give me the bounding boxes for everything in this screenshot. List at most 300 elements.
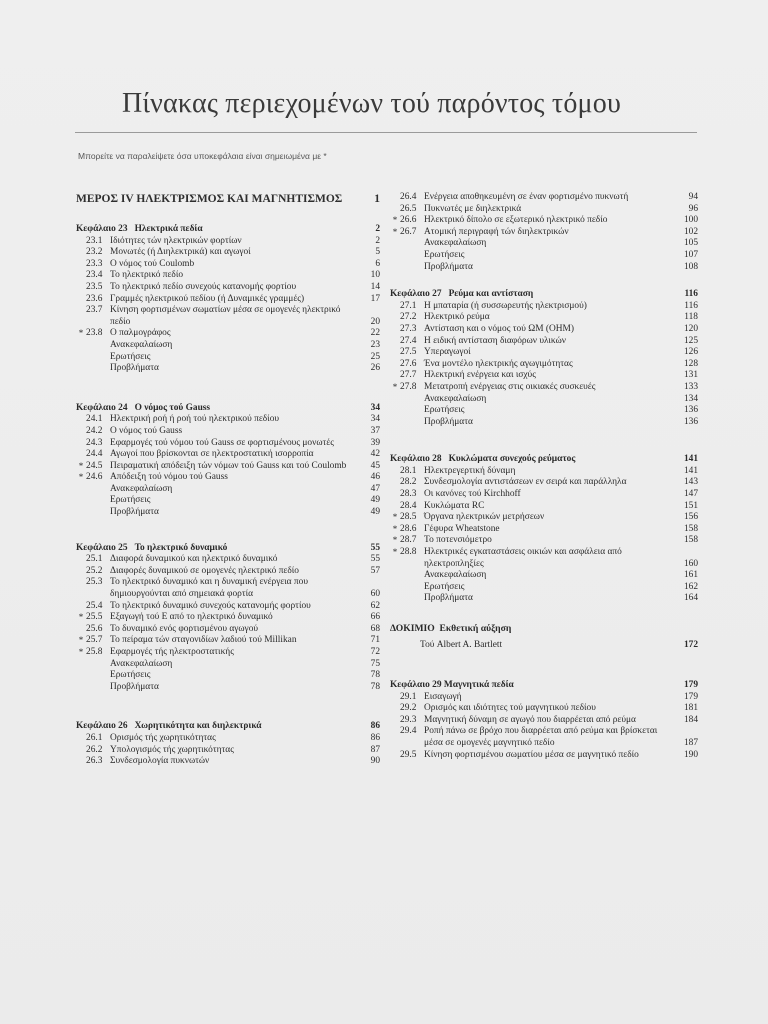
section-number: 27.3 <box>400 323 417 334</box>
section-number: 27.7 <box>400 370 417 381</box>
page-number: 160 <box>683 558 698 569</box>
section-title: Το ηλεκτρικό πεδίο συνεχούς κατανομής φορτίου <box>110 281 297 292</box>
section-title: Ηλεκτρική ενέργεια και ισχύς <box>424 370 536 381</box>
toc-entry <box>390 394 698 406</box>
page-number: 78 <box>370 670 380 681</box>
section-title: Διαφορές δυναμικού σε ομογενές ηλεκτρικό πεδίο <box>110 565 299 576</box>
section-number: 28.4 <box>400 500 417 511</box>
essay-title: Εκθετική αύξηση <box>439 623 512 634</box>
section-number: 23.8 <box>86 328 103 339</box>
section-title: Η ειδική αντίσταση διαφόρων υλικών <box>424 335 566 346</box>
section-title: Το ηλεκτρικό δυναμικό συνεχούς κατανομής φορτίου <box>110 600 311 611</box>
chapter-label: Κεφάλαιο 28 <box>390 454 442 465</box>
section-title: Μονωτές (ή Διηλεκτρικά) και αγωγοί <box>110 247 251 258</box>
page-number: 125 <box>683 335 698 346</box>
skip-marker: * <box>78 472 84 483</box>
toc-entry <box>390 489 698 501</box>
section-title: Οι κανόνες τού Kirchhoff <box>424 489 521 500</box>
section-title: Απόδειξη τού νόμου τού Gauss <box>110 472 228 483</box>
section-title: Προβλήματα <box>424 593 473 604</box>
skip-marker: * <box>78 328 84 339</box>
essay-page: 172 <box>683 640 698 650</box>
section-number: 23.4 <box>86 270 103 281</box>
toc-entry <box>76 670 380 682</box>
page-number: 25 <box>370 351 380 362</box>
section-title: Ορισμός τής χωρητικότητας <box>110 732 216 743</box>
page-number: 6 <box>375 258 380 269</box>
page-number: 2 <box>375 235 380 246</box>
toc-entry <box>76 601 380 613</box>
section-number: 26.3 <box>86 756 103 767</box>
toc-entry <box>76 507 380 519</box>
chapter-name: Χωρητικότητα και διηλεκτρικά <box>134 721 262 732</box>
toc-entry <box>76 270 380 282</box>
chapter-heading <box>390 454 698 466</box>
page-number: 5 <box>375 247 380 258</box>
toc-entry <box>76 438 380 450</box>
section-title: Ερωτήσεις <box>424 581 465 592</box>
page-number: 120 <box>683 323 698 334</box>
section-title: Όργανα ηλεκτρικών μετρήσεων <box>424 512 545 523</box>
toc-entry <box>390 703 698 715</box>
page-number: 126 <box>683 347 698 358</box>
skip-marker: * <box>392 512 398 523</box>
chapter-page: 86 <box>370 721 380 732</box>
section-number: 24.1 <box>86 414 103 425</box>
toc-entry <box>76 682 380 694</box>
chapter-name: Μαγνητικά πεδία <box>443 680 514 690</box>
section-title: Υπεραγωγοί <box>424 347 471 358</box>
section-number: 25.7 <box>86 635 103 646</box>
section-title: Ροπή πάνω σε βρόχο που διαρρέεται από ρεύμα και βρίσκεται μέσα σε ομογενές μαγνητικό πεδίο <box>424 726 658 748</box>
section-title: Ορισμός και ιδιότητες τού μαγνητικού πεδίου <box>424 703 596 714</box>
page-number: 164 <box>683 593 698 604</box>
chapter-29 <box>390 680 698 761</box>
toc-entry <box>390 547 698 570</box>
chapter-block <box>76 224 380 375</box>
skip-marker: * <box>78 460 84 471</box>
toc-entry <box>390 715 698 727</box>
page-number: 100 <box>683 215 698 226</box>
page-number: 147 <box>683 489 698 500</box>
essay-heading <box>390 623 698 634</box>
section-title: Ηλεκτρικές εγκαταστάσεις οικιών και ασφάλεια από ηλεκτροπληξίες <box>424 547 622 569</box>
chapter-heading <box>390 680 698 692</box>
toc-entry <box>390 370 698 382</box>
page-number: 143 <box>683 477 698 488</box>
skip-marker: * <box>392 226 398 237</box>
section-title: Ανακεφαλαίωση <box>424 238 487 249</box>
essay-section <box>390 623 698 650</box>
section-title: Εφαρμογές τού νόμου τού Gauss σε φορτισμένους μονωτές <box>110 437 334 448</box>
section-number: 29.1 <box>400 691 417 702</box>
section-title: Το ηλεκτρικό πεδίο <box>110 270 184 281</box>
section-title: Αγωγοί που βρίσκονται σε ηλεκτροστατική ισορροπία <box>110 449 314 460</box>
section-title: Εφαρμογές τής ηλεκτροστατικής <box>110 647 234 657</box>
part-title: ΜΕΡΟΣ IV ΗΛΕΚΤΡΙΣΜΟΣ ΚΑΙ ΜΑΓΝΗΤΙΣΜΟΣ <box>76 193 343 205</box>
section-number: 27.4 <box>400 335 417 346</box>
essay-label: ΔΟΚΙΜΙΟ <box>390 623 435 634</box>
toc-entry <box>76 352 380 364</box>
toc-entry <box>390 692 698 704</box>
page-number: 190 <box>683 749 698 760</box>
page-number: 37 <box>370 425 380 436</box>
toc-entry <box>390 238 698 250</box>
right-column <box>390 192 698 761</box>
toc-entry <box>76 484 380 496</box>
chapter-block <box>76 403 380 519</box>
page-number: 151 <box>683 500 698 511</box>
toc-entry <box>390 324 698 336</box>
section-title: Ιδιότητες τών ηλεκτρικών φορτίων <box>110 235 242 246</box>
section-number: 26.5 <box>400 203 417 214</box>
toc-entry <box>390 570 698 582</box>
page-number: 105 <box>683 238 698 249</box>
toc-entry <box>76 635 380 647</box>
section-number: 26.4 <box>400 192 417 202</box>
page-number: 90 <box>370 756 380 767</box>
toc-entry <box>390 382 698 394</box>
page-number: 87 <box>370 744 380 755</box>
toc-entry <box>76 659 380 671</box>
toc-entry <box>390 336 698 348</box>
chapter-name: Κυκλώματα συνεχούς ρεύματος <box>448 454 576 465</box>
skip-marker: * <box>78 612 84 623</box>
section-title: Εισαγωγή <box>424 691 462 702</box>
toc-entry <box>76 745 380 757</box>
section-title: Το ηλεκτρικό δυναμικό και η δυναμική ενέργεια που δημιουργούνται από σημειακά φορτία <box>110 577 308 600</box>
section-title: Ένα μοντέλο ηλεκτρικής αγωγιμότητας <box>424 358 573 369</box>
toc-entry <box>76 294 380 306</box>
page-number: 94 <box>688 192 698 202</box>
chapter-heading <box>76 403 380 415</box>
page-number: 49 <box>370 507 380 518</box>
part-heading <box>76 190 380 208</box>
chapter-page: 34 <box>370 402 380 413</box>
section-number: 24.3 <box>86 437 103 448</box>
page-number: 57 <box>370 565 380 576</box>
page-title: Πίνακας περιεχομένων τού παρόντος τόμου <box>122 88 622 119</box>
section-title: Μετατροπή ενέργειας στις οικιακές συσκευές <box>424 381 596 392</box>
page-number: 161 <box>683 570 698 581</box>
section-title: Εξαγωγή τού E από το ηλεκτρικό δυναμικό <box>110 612 273 623</box>
section-number: 29.5 <box>400 749 417 760</box>
page-number: 71 <box>370 635 380 646</box>
chapter-block <box>390 454 698 605</box>
section-title: Μαγνητική δύναμη σε αγωγό που διαρρέεται από ρεύμα <box>424 714 636 725</box>
section-number: 26.1 <box>86 732 103 743</box>
page-number: 118 <box>684 312 698 323</box>
section-title: Προβλήματα <box>110 507 159 518</box>
toc-entry <box>76 461 380 473</box>
section-number: 27.6 <box>400 358 417 369</box>
skip-marker: * <box>392 381 398 392</box>
chapter-page: 2 <box>375 224 380 234</box>
chapter-page: 179 <box>683 680 698 690</box>
section-title: Ερωτήσεις <box>110 351 151 362</box>
page-number: 78 <box>370 681 380 692</box>
section-number: 23.2 <box>86 247 103 258</box>
toc-entry <box>390 477 698 489</box>
section-title: Ανακεφαλαίωση <box>110 483 173 494</box>
toc-entry <box>76 282 380 294</box>
section-title: Πειραματική απόδειξη τών νόμων τού Gauss και τού Coulomb <box>110 460 347 471</box>
toc-entry <box>76 340 380 352</box>
chapter-page: 55 <box>370 542 380 553</box>
title-rule <box>75 132 697 133</box>
chapter-label: Κεφάλαιο 26 <box>76 721 128 732</box>
section-number: 25.3 <box>86 577 103 588</box>
section-number: 28.6 <box>400 523 417 534</box>
section-number: 24.4 <box>86 449 103 460</box>
page-number: 131 <box>683 370 698 381</box>
section-title: Ανακεφαλαίωση <box>110 339 173 350</box>
page-number: 156 <box>683 512 698 523</box>
section-title: Ηλεκτρεγερτική δύναμη <box>424 465 516 476</box>
section-number: 23.6 <box>86 293 103 304</box>
chapter-label: Κεφάλαιο 25 <box>76 542 128 553</box>
section-title: Ο νόμος τού Gauss <box>110 425 183 436</box>
toc-entry <box>390 512 698 524</box>
page-number: 128 <box>683 358 698 369</box>
chapter-block <box>76 543 380 694</box>
part-page: 1 <box>374 193 380 205</box>
section-number: 29.2 <box>400 703 417 714</box>
toc-entry <box>76 449 380 461</box>
chapter-label: Κεφάλαιο 29 <box>390 680 442 690</box>
essay-author-row <box>390 640 698 650</box>
section-title: Κίνηση φορτισμένων σωματίων μέσα σε ομογενές ηλεκτρικό πεδίο <box>110 305 341 327</box>
section-title: Κίνηση φορτισμένου σωματίου μέσα σε μαγνητικό πεδίο <box>424 749 639 760</box>
section-number: 28.8 <box>400 547 417 558</box>
chapter-page: 141 <box>683 454 698 465</box>
page-number: 34 <box>370 414 380 425</box>
page-number: 68 <box>370 623 380 634</box>
page-number: 10 <box>370 270 380 281</box>
section-title: Ατομική περιγραφή τών διηλεκτρικών <box>424 226 569 237</box>
section-number: 27.2 <box>400 312 417 323</box>
left-chapters <box>76 224 380 768</box>
section-number: 25.8 <box>86 647 103 657</box>
section-number: 27.5 <box>400 347 417 358</box>
toc-entry <box>76 495 380 507</box>
section-title: Ηλεκτρικό ρεύμα <box>424 312 490 323</box>
right-chapters <box>390 289 698 605</box>
section-number: 23.1 <box>86 235 103 246</box>
section-number: 29.4 <box>400 726 417 737</box>
section-title: Γέφυρα Wheatstone <box>424 523 500 534</box>
section-number: 26.6 <box>400 215 417 226</box>
section-title: Ερωτήσεις <box>110 495 151 506</box>
section-number: 23.7 <box>86 305 103 316</box>
skip-marker: * <box>78 635 84 646</box>
page-number: 55 <box>370 554 380 565</box>
page-number: 102 <box>683 226 698 237</box>
section-title: Ερωτήσεις <box>110 670 151 681</box>
page-number: 22 <box>370 328 380 339</box>
section-title: Ενέργεια αποθηκευμένη σε έναν φορτισμένο πυκνωτή <box>424 192 629 202</box>
section-title: Ο νόμος τού Coulomb <box>110 258 195 269</box>
skip-marker: * <box>392 535 398 546</box>
toc-entry <box>390 204 698 216</box>
section-title: Ανακεφαλαίωση <box>424 570 487 581</box>
page-number: 62 <box>370 600 380 611</box>
page-number: 75 <box>370 658 380 669</box>
section-title: Αντίσταση και ο νόμος τού ΩΜ (ΟΗΜ) <box>424 323 574 334</box>
left-column <box>76 190 380 768</box>
toc-entry <box>76 328 380 340</box>
section-title: Γραμμές ηλεκτρικού πεδίου (ή Δυναμικές γραμμές) <box>110 293 305 304</box>
chapter-name: Ο νόμος τού Gauss <box>134 402 211 413</box>
section-title: Ανακεφαλαίωση <box>424 393 487 404</box>
section-number: 24.5 <box>86 460 103 471</box>
section-number: 28.1 <box>400 465 417 476</box>
page-number: 187 <box>683 737 698 748</box>
section-title: Ηλεκτρική ροή ή ροή τού ηλεκτρικού πεδίου <box>110 414 280 425</box>
chapter-block <box>390 289 698 428</box>
page-number: 158 <box>683 535 698 546</box>
section-title: Πυκνωτές με διηλεκτρικά <box>424 203 522 214</box>
section-title: Διαφορά δυναμικού και ηλεκτρικό δυναμικό <box>110 554 278 565</box>
skip-marker: * <box>392 547 398 558</box>
page-number: 66 <box>370 612 380 623</box>
section-title: Το ποτενσιόμετρο <box>424 535 492 546</box>
toc-entry <box>390 359 698 371</box>
section-title: Συνδεσμολογία πυκνωτών <box>110 756 210 767</box>
section-number: 28.2 <box>400 477 417 488</box>
toc-entry <box>76 566 380 578</box>
section-title: Το δυναμικό ενός φορτισμένου αγωγού <box>110 623 259 634</box>
page-number: 184 <box>683 714 698 725</box>
section-title: Η μπαταρία (ή συσσωρευτής ηλεκτρισμού) <box>424 300 587 311</box>
page-number: 46 <box>370 472 380 483</box>
section-number: 25.4 <box>86 600 103 611</box>
section-title: Το πείραμα τών σταγονιδίων λαδιού τού Millikan <box>110 635 297 646</box>
page-number: 179 <box>683 691 698 702</box>
page-number: 72 <box>370 647 380 657</box>
page-number: 162 <box>683 581 698 592</box>
toc-entry <box>76 624 380 636</box>
toc-entry <box>76 612 380 624</box>
skip-note: Μπορείτε να παραλείψετε όσα υποκεφάλαια είναι σημειωμένα με * <box>78 151 327 161</box>
page-number: 49 <box>370 495 380 506</box>
toc-entry <box>390 405 698 417</box>
section-number: 29.3 <box>400 714 417 725</box>
page-number: 181 <box>683 703 698 714</box>
essay-author: Τού Albert A. Bartlett <box>420 640 503 650</box>
chapter-label: Κεφάλαιο 23 <box>76 224 128 234</box>
section-title: Κυκλώματα RC <box>424 500 485 511</box>
page-number: 136 <box>683 405 698 416</box>
section-number: 27.1 <box>400 300 417 311</box>
toc-entry <box>76 414 380 426</box>
page-number: 47 <box>370 483 380 494</box>
toc-entry <box>390 501 698 513</box>
section-title: Ηλεκτρικό δίπολο σε εξωτερικό ηλεκτρικό πεδίο <box>424 215 608 226</box>
toc-entry <box>390 301 698 313</box>
section-number: 25.1 <box>86 554 103 565</box>
toc-entry <box>76 554 380 566</box>
section-number: 25.5 <box>86 612 103 623</box>
section-number: 28.7 <box>400 535 417 546</box>
toc-entry <box>390 417 698 429</box>
chapter-page: 116 <box>684 289 698 300</box>
toc-entry <box>390 750 698 762</box>
toc-entry <box>76 472 380 484</box>
section-title: Υπολογισμός τής χωρητικότητας <box>110 744 234 755</box>
section-number: 24.2 <box>86 425 103 436</box>
section-title: Ανακεφαλαίωση <box>110 658 173 669</box>
toc-entry <box>390 192 698 204</box>
section-title: Ο παλμογράφος <box>110 328 171 339</box>
chapter-name: Το ηλεκτρικό δυναμικό <box>134 542 228 553</box>
toc-entry <box>390 262 698 274</box>
page-number: 158 <box>683 523 698 534</box>
page-number: 17 <box>370 293 380 304</box>
page-number: 26 <box>370 363 380 374</box>
page-number: 60 <box>370 589 380 600</box>
skip-marker: * <box>392 523 398 534</box>
toc-entry <box>390 466 698 478</box>
chapter-name: Ηλεκτρικά πεδία <box>134 224 203 234</box>
page-number: 86 <box>370 732 380 743</box>
toc-entry <box>390 347 698 359</box>
page-number: 39 <box>370 437 380 448</box>
toc-entry <box>76 426 380 438</box>
page-number: 136 <box>683 416 698 427</box>
chapter-heading <box>76 543 380 555</box>
page-number: 134 <box>683 393 698 404</box>
toc-entry <box>390 593 698 605</box>
section-number: 26.7 <box>400 226 417 237</box>
toc-entry <box>76 756 380 768</box>
section-number: 23.3 <box>86 258 103 269</box>
page-number: 20 <box>370 316 380 327</box>
page-number: 42 <box>370 449 380 460</box>
toc-entry <box>390 215 698 227</box>
section-number: 28.3 <box>400 489 417 500</box>
section-number: 28.5 <box>400 512 417 523</box>
page-number: 116 <box>684 300 698 311</box>
chapter-26-continued <box>390 192 698 273</box>
section-title: Προβλήματα <box>424 416 473 427</box>
toc-entry <box>76 577 380 600</box>
page-number: 133 <box>683 381 698 392</box>
page-number: 45 <box>370 460 380 471</box>
page-number: 107 <box>683 249 698 260</box>
toc-entry <box>76 733 380 745</box>
toc-entry <box>390 582 698 594</box>
toc-entry <box>76 236 380 248</box>
chapter-heading <box>76 721 380 733</box>
chapter-block <box>76 721 380 767</box>
section-title: Προβλήματα <box>110 681 159 692</box>
toc-entry <box>76 305 380 328</box>
toc-entry <box>390 524 698 536</box>
chapter-label: Κεφάλαιο 27 <box>390 289 442 300</box>
chapter-heading <box>76 224 380 236</box>
section-title: Ερωτήσεις <box>424 249 465 260</box>
toc-entry <box>390 535 698 547</box>
toc-entry <box>390 227 698 239</box>
toc-entry <box>390 250 698 262</box>
section-number: 24.6 <box>86 472 103 483</box>
section-number: 27.8 <box>400 381 417 392</box>
skip-marker: * <box>392 215 398 226</box>
section-title: Προβλήματα <box>110 363 159 374</box>
toc-entry <box>76 259 380 271</box>
skip-marker: * <box>78 647 84 657</box>
